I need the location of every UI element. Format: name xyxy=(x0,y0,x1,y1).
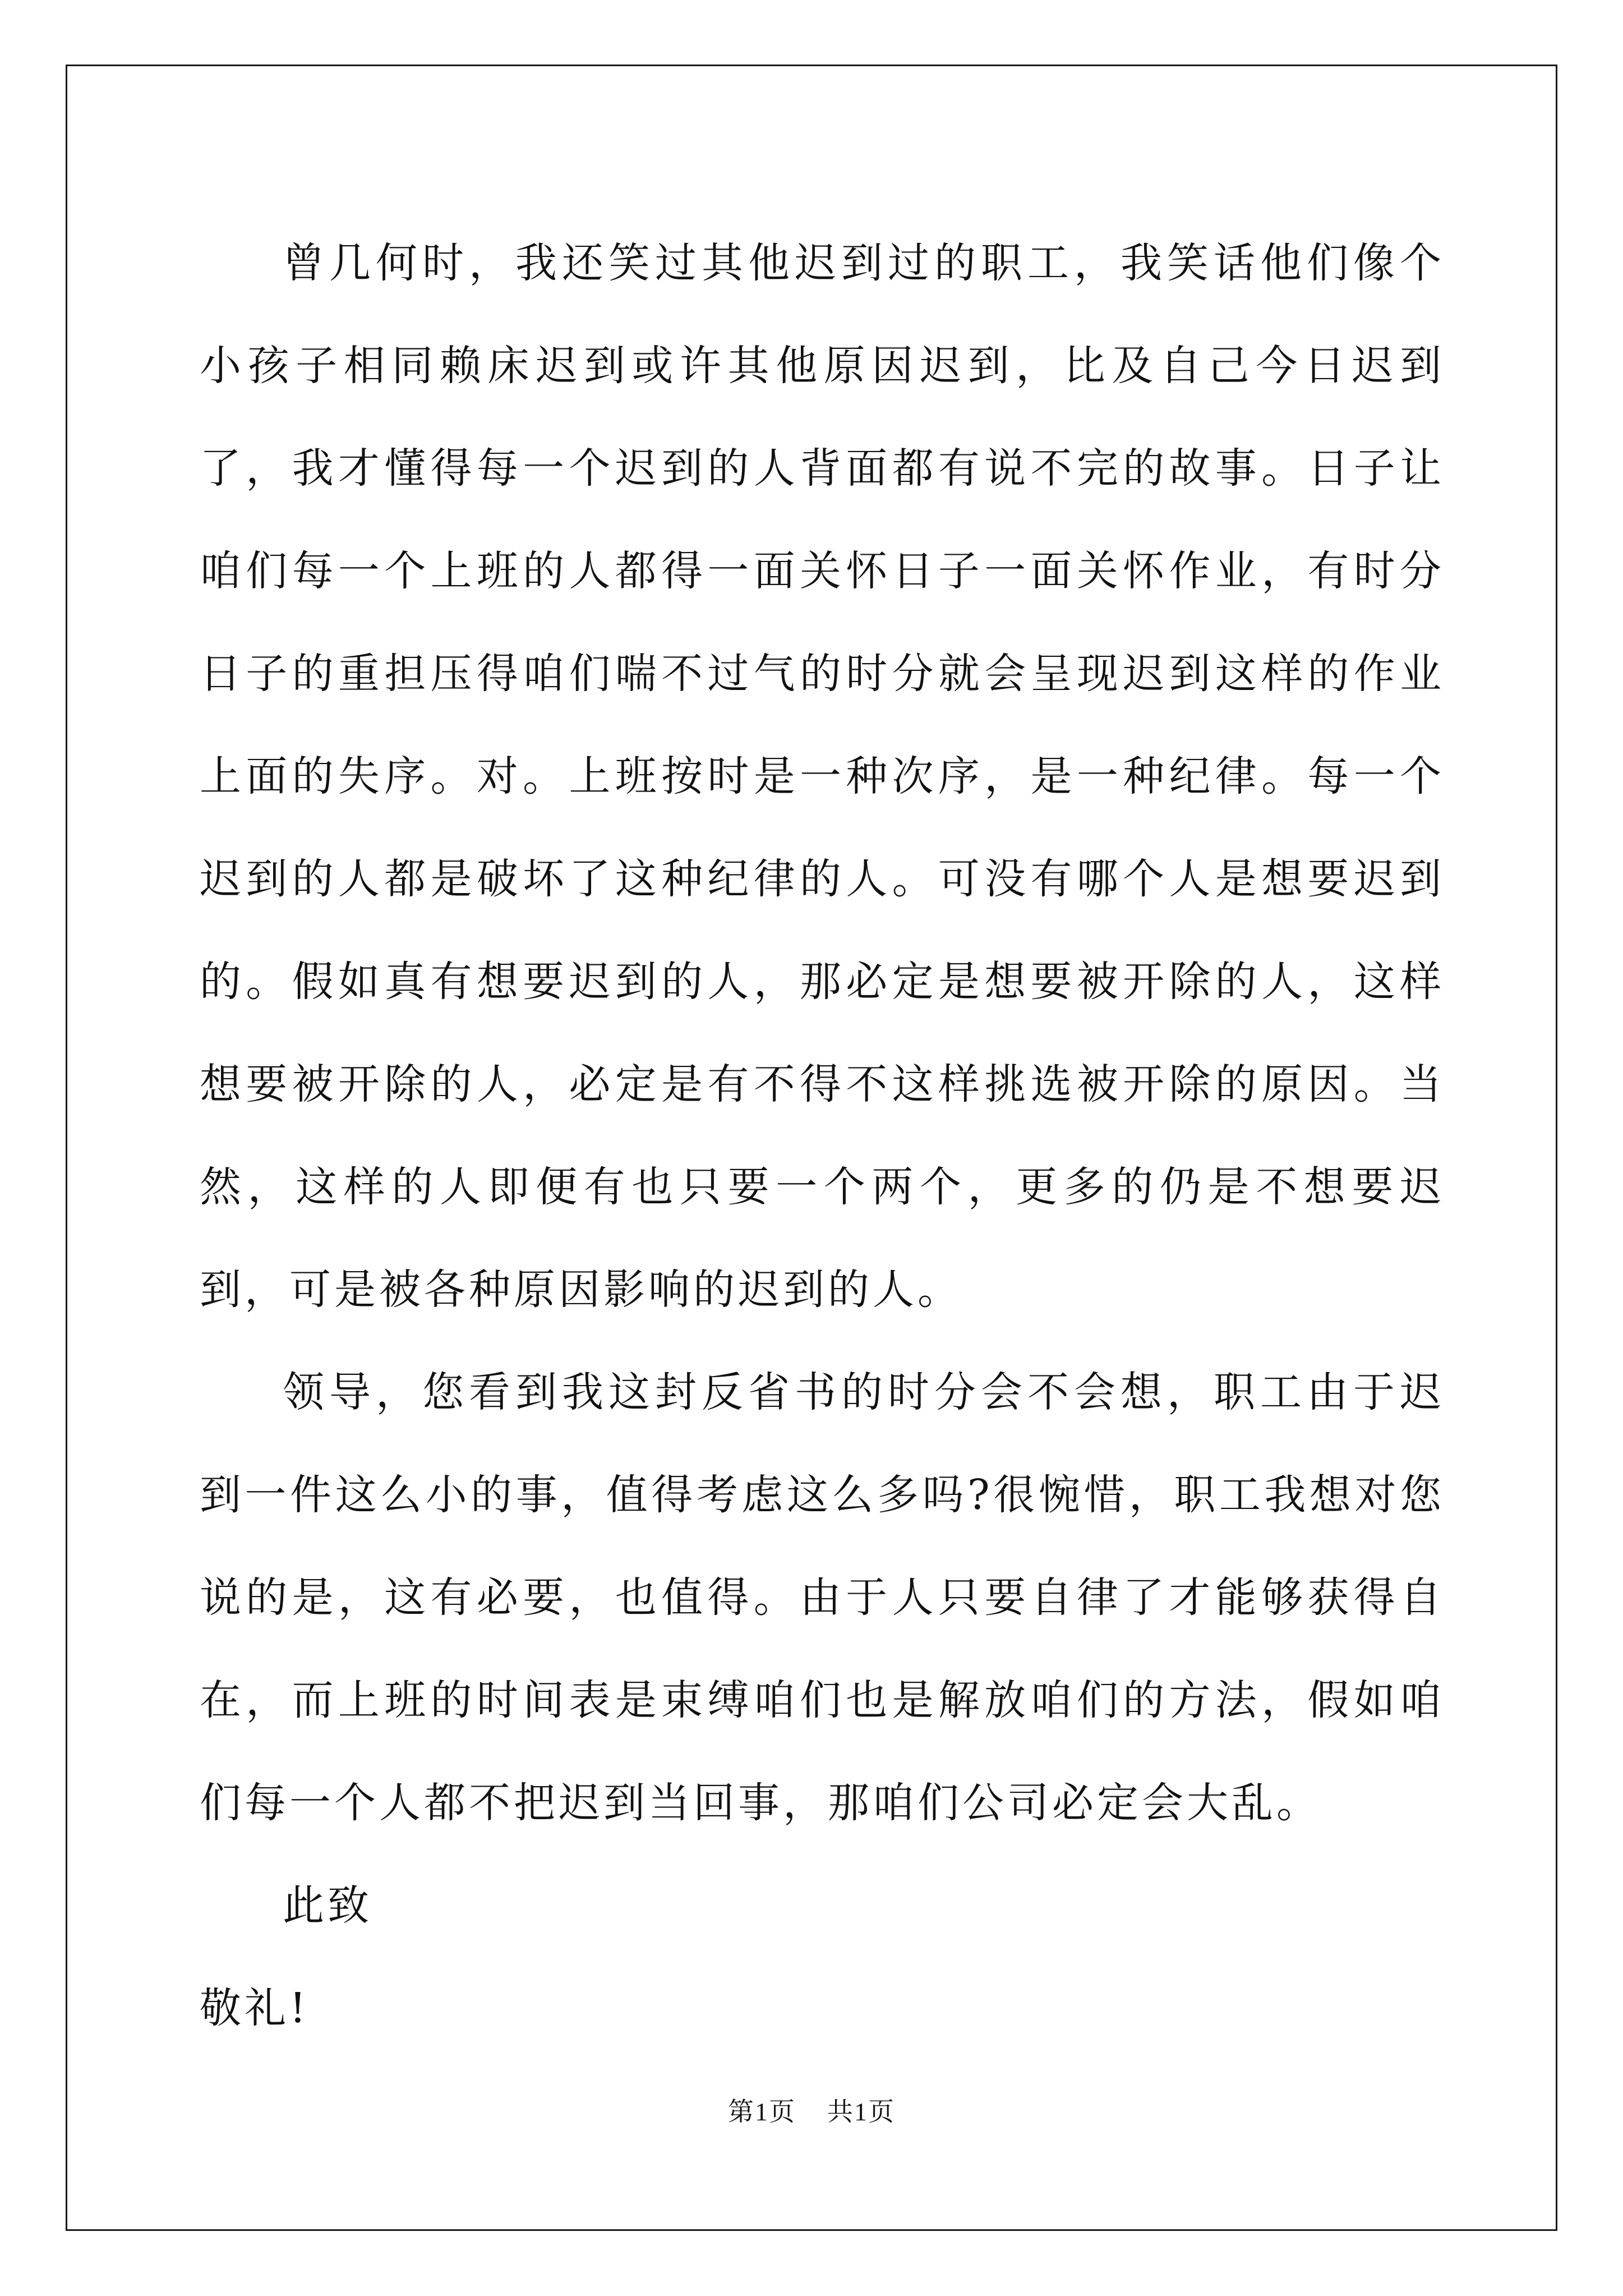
document-body xyxy=(200,212,1445,2060)
page-footer xyxy=(0,2091,1623,2128)
page-number: 第1页 xyxy=(728,2097,796,2126)
paragraph-1: 曾几何时，我还笑过其他迟到过的职工，我笑话他们像个小孩子相同赖床迟到或许其他原因迟到，比及自己今日迟到了，我才懂得每一个迟到的人背面都有说不完的故事。日子让咱们每一个上班的人都得一面关怀日子一面关怀作业，有时分日子的重担压得咱们喘不过气的时分就会呈现迟到这样的作业上面的失序。对。上班按时是一种次序，是一种纪律。每一个迟到的人都是破坏了这种纪律的人。可没有哪个人是想要迟到的。假如真有想要迟到的人，那必定是想要被开除的人，这样想要被开除的人，必定是有不得不这样挑选被开除的原因。当然，这样的人即便有也只要一个两个，更多的仍是不想要迟到，可是被各种原因影响的迟到的人。 xyxy=(200,239,1445,1314)
page-total: 共1页 xyxy=(827,2097,895,2126)
closing-salutation: 此致 xyxy=(283,1881,372,1930)
paragraph-2: 领导，您看到我这封反省书的时分会不会想，职工由于迟到一件这么小的事，值得考虑这么多吗?很惋惜，职工我想对您说的是，这有必要，也值得。由于人只要自律了才能够获得自在，而上班的时间表是束缚咱们也是解放咱们的方法，假如咱们每一个人都不把迟到当回事，那咱们公司必定会大乱。 xyxy=(200,1368,1445,1827)
closing-regards: 敬礼! xyxy=(200,1984,310,2032)
